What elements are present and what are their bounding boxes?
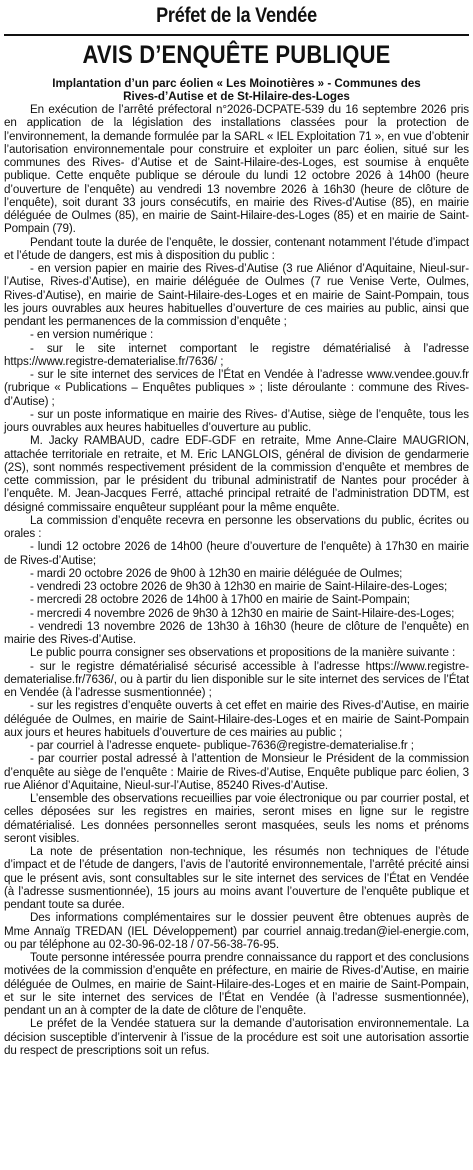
notice-paragraph: - par courrier postal adressé à l’attention de Monsieur le Président de la commission d’enquête au siège de l’enquête : Mairie de Rives-d’Autise, Enquête publique parc éolien, 3 rue Aliénor d’Aquitaine, Nieul-sur-l’Autise, 85240 Rives-d’Autise. bbox=[4, 752, 469, 792]
notice-paragraph: Le préfet de la Vendée statuera sur la demande d’autorisation environnementale. La décision susceptible d’intervenir à l’issue de la procédure est soit une autorisation assortie du respect de prescriptions soit un refus. bbox=[4, 1017, 469, 1057]
notice-subtitle-line-2: Rives-d’Autise et de St-Hilaire-des-Loges bbox=[123, 90, 350, 103]
notice-paragraph: - sur le site internet des services de l’État en Vendée à l’adresse www.vendee.gouv.fr (rubrique « Publications – Enquêtes publiques » ; liste déroulante : commune des Rives-d’Autise) ; bbox=[4, 368, 469, 408]
notice-body bbox=[4, 103, 469, 1057]
notice-paragraph: La note de présentation non-technique, les résumés non techniques de l’étude d’impact et de l’étude de dangers, l’avis de l’autorité environnementale, l’arrêté précité ainsi que le présent avis, sont consultables sur le site internet des services de l’État en Vendée (à l’adresse susmentionnée), 15 jours au moins avant l’ouverture de l’enquête publique et pendant toute sa durée. bbox=[4, 845, 469, 911]
notice-paragraph: - sur le registre dématérialisé sécurisé accessible à l’adresse https://www.registre-dematerialise.fr/7636/, ou à partir du lien disponible sur le site internet des services de l’État en Vendée (à l’adresse susmentionnée) ; bbox=[4, 659, 469, 699]
notice-paragraph: Pendant toute la durée de l’enquête, le dossier, contenant notamment l’étude d’impact et l’étude de dangers, est mis à disposition du public : bbox=[4, 235, 469, 262]
notice-paragraph: - sur un poste informatique en mairie des Rives- d’Autise, siège de l’enquête, tous les jours ouvrables aux heures habituelles d’ouverture au public. bbox=[4, 407, 469, 434]
notice-paragraph: - en version numérique : bbox=[30, 328, 154, 342]
heading-divider bbox=[4, 34, 469, 36]
notice-paragraph: - mercredi 4 novembre 2026 de 9h30 à 12h30 en mairie de Saint-Hilaire-des-Loges; bbox=[30, 606, 455, 620]
notice-paragraph: L’ensemble des observations recueillies par voie électronique ou par courrier postal, et celles déposées sur les registres en mairies, seront mises en ligne sur le registre dématérialisé. Les données personnelles seront masquées, seuls les noms et prénoms seront visibles. bbox=[4, 792, 469, 845]
notice-paragraph: - sur les registres d’enquête ouverts à cet effet en mairie des Rives-d’Autise, en mairie déléguée de Oulmes, en mairie de Saint-Hilaire-des-Loges et en mairie de Saint-Pompain aux jours et heures habituels d’ouverture de ces mairies au public ; bbox=[4, 699, 469, 739]
notice-paragraph: Toute personne intéressée pourra prendre connaissance du rapport et des conclusions motivées de la commission d’enquête en préfecture, en mairie de Rives-d’Autise, en mairie déléguée de Oulmes, en mairie de Saint-Hilaire-des-Loges et en mairie de Saint-Pompain, et sur le site internet des services de l’État en Vendée (à l’adresse susmentionnée), pendant un an à compter de la date de clôture de l’enquête. bbox=[4, 951, 469, 1017]
notice-paragraph: Des informations complémentaires sur le dossier peuvent être obtenues auprès de Mme Annaïg TREDAN (IEL Développement) par courriel annaig.tredan@iel-energie.com, ou par téléphone au 02-30-96-02-18 / 07-56-38-76-95. bbox=[4, 911, 469, 951]
notice-paragraph: - vendredi 13 novembre 2026 de 13h30 à 16h30 (heure de clôture de l’enquête) en mairie des Rives-d’Autise. bbox=[4, 619, 469, 646]
notice-subtitle-line-1: Implantation d’un parc éolien « Les Moinotières » - Communes des bbox=[52, 77, 421, 90]
notice-paragraph: Le public pourra consigner ses observations et propositions de la manière suivante : bbox=[30, 646, 456, 660]
notice-paragraph: - par courriel à l’adresse enquete- publique-7636@registre-dematerialise.fr ; bbox=[30, 739, 414, 752]
notice-title: AVIS D’ENQUÊTE PUBLIQUE bbox=[82, 41, 391, 69]
notice-paragraph: - vendredi 23 octobre 2026 de 9h30 à 12h30 en mairie de Saint-Hilaire-des-Loges; bbox=[30, 580, 448, 593]
notice-subtitle bbox=[4, 77, 469, 103]
issuer-heading: Préfet de la Vendée bbox=[156, 4, 317, 27]
notice-paragraph: - sur le site internet comportant le registre dématérialisé à l’adresse https://www.registre-dematerialise.fr/7636/ ; bbox=[4, 341, 469, 368]
notice-paragraph: - en version papier en mairie des Rives-d’Autise (3 rue Aliénor d’Aquitaine, Nieul-sur-l’Autise, Rives-d’Autise), en mairie déléguée de Oulmes (7 rue Venise Verte, Oulmes, Rives-d’Autise), en mairie de Saint-Hilaire-des-Loges et en mairie de Saint-Pompain, tous les jours ouvrables aux heures habituelles d’ouverture de ces mairies au public, ainsi que pendant les permanences de la commission d’enquête ; bbox=[4, 262, 469, 328]
notice-paragraph: - mardi 20 octobre 2026 de 9h00 à 12h30 en mairie déléguée de Oulmes; bbox=[30, 566, 403, 580]
notice-paragraph: - mercredi 28 octobre 2026 de 14h00 à 17h00 en mairie de Saint-Pompain; bbox=[30, 593, 410, 607]
notice-paragraph: En exécution de l’arrêté préfectoral n°2026-DCPATE-539 du 16 septembre 2026 pris en application de la législation des installations classées pour la protection de l’environnement, la demande formulée par la SARL « IEL Exploitation 71 », en vue d’obtenir l’autorisation environnementale pour construire et exploiter un parc éolien, situé sur les communes des Rives- d’Autise et de Saint-Hilaire-des-Loges, est soumise à enquête publique. Cette enquête publique se déroule du lundi 12 octobre 2026 à 14h00 (heure d’ouverture de l’enquête) au vendredi 13 novembre 2026 à 16h30 (heure de clôture de l’enquête), soit durant 33 jours consécutifs, en mairie des Rives-d’Autise (85), en mairie déléguée de Oulmes (85), en mairie de Saint-Hilaire-des-Loges (85) et en mairie de Saint-Pompain (79). bbox=[4, 103, 469, 236]
notice-paragraph: M. Jacky RAMBAUD, cadre EDF-GDF en retraite, Mme Anne-Claire MAUGRION, attachée territoriale en retraite, et M. Eric LANGLOIS, général de division de gendarmerie (2S), sont nommés respectivement président de la commission d’enquête et membres de cette commission, par le président du tribunal administratif de Nantes pour procéder à l’enquête. M. Jean-Jacques Ferré, attaché principal retraité de l’administration DDTM, est désigné commissaire enquêteur suppléant pour la même enquête. bbox=[4, 434, 469, 514]
notice-paragraph: La commission d’enquête recevra en personne les observations du public, écrites ou orales : bbox=[4, 513, 469, 540]
notice-paragraph: - lundi 12 octobre 2026 de 14h00 (heure d’ouverture de l’enquête) à 17h30 en mairie de Rives-d’Autise; bbox=[4, 540, 469, 567]
